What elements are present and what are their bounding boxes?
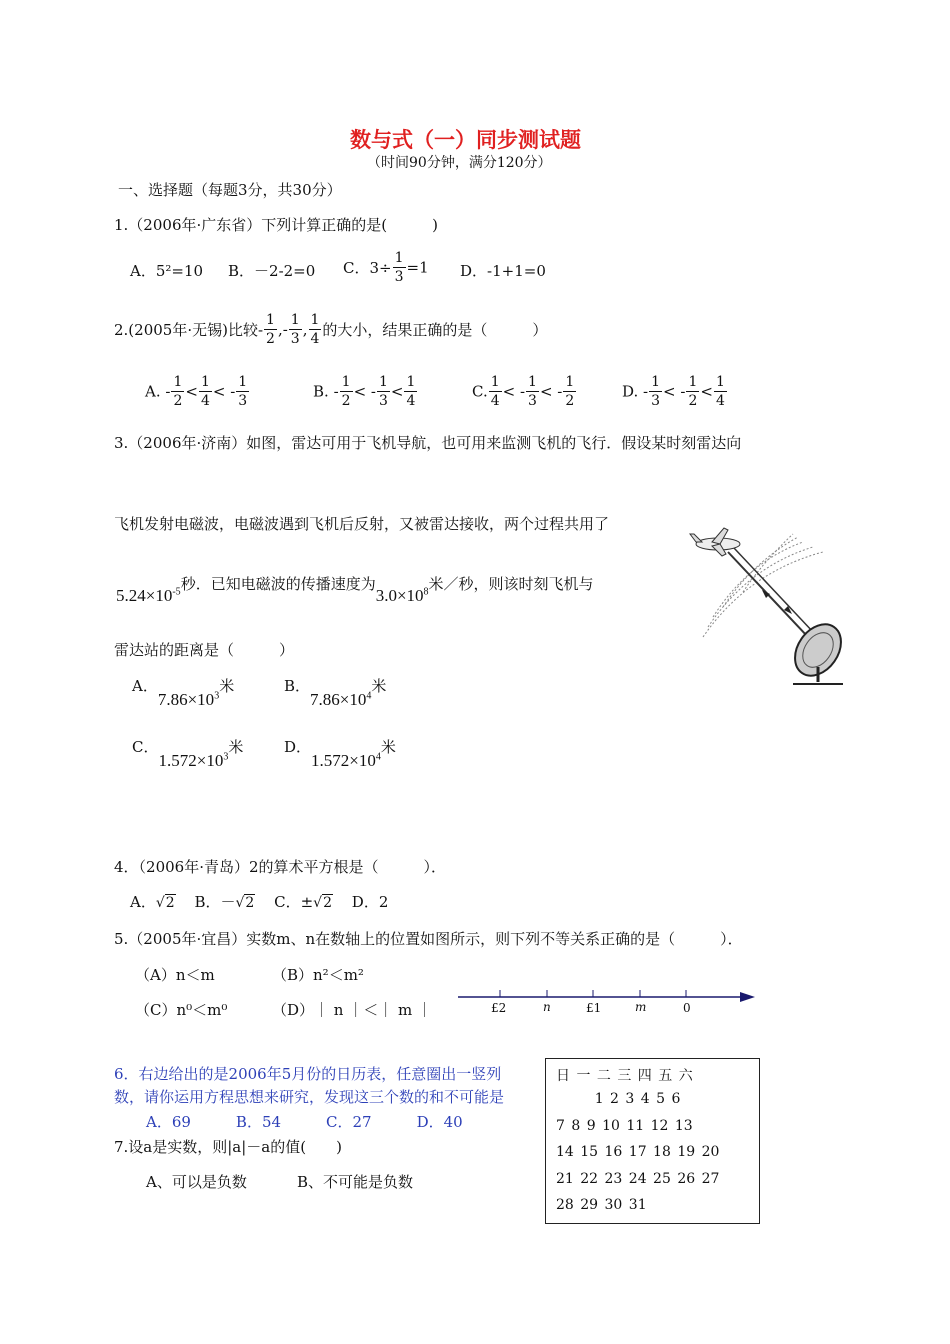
fraction-third: $\frac{1}{3}$ [290, 312, 300, 347]
fraction-quarter: $\frac{1}{4}$ [310, 312, 320, 347]
calendar-row: 14 15 16 17 18 19 20 [556, 1144, 720, 1160]
q2-stem: 2.(2005年·无锡)比较- $\frac{1}{2}$ ,- $\frac{1}{3}$ , $\frac{1}{4}$ 的大小，结果正确的是（ ） [114, 312, 548, 347]
q6-options: A．69 B．54 C．27 D．40 [146, 1113, 463, 1131]
airplane-icon [690, 528, 740, 556]
q3-option-c: C．$1.572\times 10^3$米 [132, 738, 244, 770]
q2-stem-prefix: 2.(2005年·无锡)比较- [114, 321, 264, 339]
axis-label-m: m [635, 1000, 647, 1014]
q1-option-c-suffix: =1 [406, 258, 429, 277]
sqrt-icon: √2 [155, 895, 175, 911]
calendar-row: 28 29 30 31 [556, 1197, 647, 1213]
q1-option-a: A．5²=10 [130, 262, 204, 280]
q1-option-c-prefix: C．3÷ [343, 259, 392, 277]
axis-label-n: n [543, 1000, 551, 1014]
q5-option-d: （D）｜ n ｜＜｜ m ｜ [272, 1001, 432, 1019]
sqrt-icon: √2 [313, 895, 333, 911]
q3-line3: $5.24\times 10^{-5}$秒．已知电磁波的传播速度为$3.0\times 10^8$米／秒，则该时刻飞机与 [116, 575, 594, 605]
sqrt-icon: √2 [235, 895, 255, 911]
q7-option-a: A、可以是负数 [146, 1173, 247, 1191]
radar-dish-icon [786, 616, 848, 685]
q1-option-d: D．-1+1=0 [460, 262, 546, 280]
q1-stem: 1.（2006年·广东省）下列计算正确的是( ) [114, 216, 438, 234]
radar-plane-figure [688, 522, 848, 690]
q1-option-c [343, 249, 429, 286]
calendar-table [545, 1058, 760, 1224]
fraction-denominator: 3 [394, 269, 404, 285]
page-title: 数与式（一）同步测试题 [350, 128, 581, 152]
fraction-half: $\frac{1}{2}$ [266, 312, 275, 347]
q2-option-d: D. - $\frac{1}{3}$ < - $\frac{1}{2}$ < $\frac{1}{4}$ [622, 374, 725, 409]
time-value: $5.24\times 10^{-5}$ [116, 586, 181, 605]
calendar-header: 日 一 二 三 四 五 六 [556, 1068, 693, 1084]
axis-label-zero: 0 [683, 1001, 691, 1015]
axis-label-neg2: £2 [491, 1001, 507, 1015]
fraction-numerator: 1 [394, 250, 404, 266]
q1-option-b: B．－2-2=0 [228, 262, 316, 280]
q5-stem: 5.（2005年·宜昌）实数m、n在数轴上的位置如图所示，则下列不等关系正确的是（ ）． [114, 930, 743, 948]
q4-options: A．√2 B．－√2 C．±√2 D．2 [130, 893, 389, 911]
arrow-icon [740, 992, 755, 1002]
q4-stem: 4．（2006年·青岛）2的算术平方根是（ ）． [114, 858, 447, 876]
calendar-row: 21 22 23 24 25 26 27 [556, 1171, 720, 1187]
calendar-row: 1 2 3 4 5 6 [556, 1091, 681, 1107]
section-heading: 一、选择题（每题3分，共30分） [118, 181, 342, 199]
q2-option-b: B. - $\frac{1}{2}$ < - $\frac{1}{3}$ < $\frac{1}{4}$ [313, 374, 416, 409]
q6-line2: 数，请你运用方程思想来研究，发现这三个数的和不可能是 [114, 1088, 505, 1106]
q3-option-d: D．$1.572\times 10^4$米 [284, 738, 396, 770]
q3-option-a: A．$7.86\times 10^3$米 [132, 677, 235, 709]
q6-line1: 6．右边给出的是2006年5月份的日历表，任意圈出一竖列 [114, 1065, 502, 1083]
q3-line2: 飞机发射电磁波，电磁波遇到飞机后反射，又被雷达接收，两个过程共用了 [114, 515, 610, 533]
q5-option-c: （C）n⁰＜m⁰ [135, 1001, 228, 1019]
calendar-row: 7 8 9 10 11 12 13 [556, 1118, 693, 1134]
q5-option-b: （B）n²＜m² [272, 966, 364, 984]
q3-option-b: B．$7.86\times 10^4$米 [284, 677, 387, 709]
q5-option-a: （A）n＜m [135, 966, 215, 984]
q2-option-a: A. - $\frac{1}{2}$ < $\frac{1}{4}$ < - $\frac{1}{3}$ [145, 374, 248, 409]
q7-option-b: B、不可能是负数 [297, 1173, 414, 1191]
q3-line1: 3.（2006年·济南）如图，雷达可用于飞机导航，也可用来监测飞机的飞行．假设某时刻雷达向 [114, 434, 742, 452]
q2-option-c: C. $\frac{1}{4}$ < - $\frac{1}{3}$ < - $\frac{1}{2}$ [472, 374, 575, 409]
q7-stem: 7.设a是实数，则|a|－a的值( ) [114, 1138, 342, 1156]
q1-fraction [393, 249, 406, 286]
speed-value: $3.0\times 10^8$ [375, 586, 429, 605]
axis-label-neg1: £1 [586, 1001, 602, 1015]
page-subtitle: （时间90分钟，满分120分） [367, 155, 552, 171]
q2-stem-suffix: 的大小，结果正确的是（ ） [322, 321, 548, 339]
q3-line4: 雷达站的距离是（ ） [114, 641, 295, 659]
